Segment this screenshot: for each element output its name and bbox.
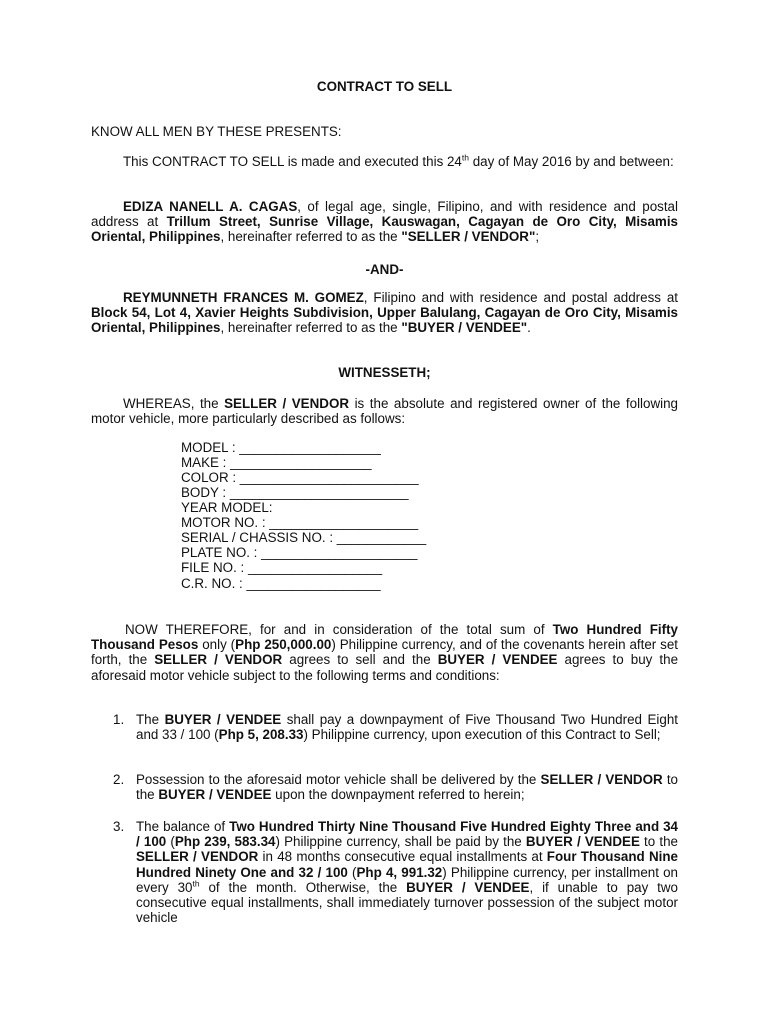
field-color: COLOR : ________________________ [181, 470, 419, 485]
list-item-number: 1. [113, 712, 125, 727]
and-separator: -AND- [365, 262, 404, 277]
field-file-no: FILE NO. : __________________ [181, 560, 383, 575]
field-serial-chassis-no: SERIAL / CHASSIS NO. : ____________ [181, 530, 427, 545]
document-title: CONTRACT TO SELL [316, 79, 453, 94]
list-item-text: The balance of Two Hundred Thirty Nine Thousand Five Hundred Eighty Three and 34 / 100 (Php 239, 583.34) Philippine currency, shall be paid by the BUYER / VENDEE to the SELLER / VENDOR in 48 months consecutive equal installments at Four Thousand Nine Hundred Ninety One and 32 / 100 (Php 4, 991.32) Philippine currency, per installment on every 30th of the month. Otherwise, the BUYER / VENDEE, if unable to pay two consecutive equal installments, shall immediately turnover possession of the subject motor vehicle [136, 819, 679, 926]
buyer-paragraph: REYMUNNETH FRANCES M. GOMEZ, Filipino and with residence and postal address at Block 54, Lot 4, Xavier Heights Subdivision, Upper Balulang, Cagayan de Oro City, Misamis Oriental, Philippines, hereinafter referred to as the "BUYER / VENDEE". [91, 290, 678, 336]
whereas-paragraph: WHEREAS, the SELLER / VENDOR is the absolute and registered owner of the following motor vehicle, more particularly described as follows: [91, 396, 679, 427]
field-model: MODEL : ___________________ [181, 440, 381, 455]
execution-paragraph: This CONTRACT TO SELL is made and executed this 24th day of May 2016 by and between: [123, 152, 674, 169]
list-item-text: Possession to the aforesaid motor vehicle shall be delivered by the SELLER / VENDOR to the BUYER / VENDEE upon the downpayment referred to herein; [136, 772, 678, 803]
field-cr-no: C.R. NO. : __________________ [181, 576, 381, 591]
seller-paragraph: EDIZA NANELL A. CAGAS, of legal age, single, Filipino, and with residence and postal address at Trillum Street, Sunrise Village, Kauswagan, Cagayan de Oro City, Misamis Oriental, Philippines, hereinafter referred to as the "SELLER / VENDOR"; [91, 199, 679, 245]
field-motor-no: MOTOR NO. : ____________________ [181, 515, 419, 530]
list-item-text: The BUYER / VENDEE shall pay a downpayment of Five Thousand Two Hundred Eight and 33 / 100 (Php 5, 208.33) Philippine currency, upon execution of this Contract to Sell; [136, 712, 678, 743]
witnesseth-heading: WITNESSETH; [338, 365, 431, 380]
field-plate-no: PLATE NO. : _____________________ [181, 545, 418, 560]
list-item-number: 3. [113, 819, 125, 834]
field-body: BODY : ________________________ [181, 485, 409, 500]
now-therefore-paragraph: NOW THEREFORE, for and in consideration of the total sum of Two Hundred Fifty Thousand Pesos only (Php 250,000.00) Philippine currency, and of the covenants herein after set forth, the SELLER / VENDOR agrees to sell and the BUYER / VENDEE agrees to buy the aforesaid motor vehicle subject to the following terms and conditions: [91, 622, 679, 683]
list-item-number: 2. [113, 772, 125, 787]
intro-line: KNOW ALL MEN BY THESE PRESENTS: [91, 124, 342, 139]
field-make: MAKE : ___________________ [181, 455, 372, 470]
field-year-model: YEAR MODEL: [181, 500, 273, 515]
